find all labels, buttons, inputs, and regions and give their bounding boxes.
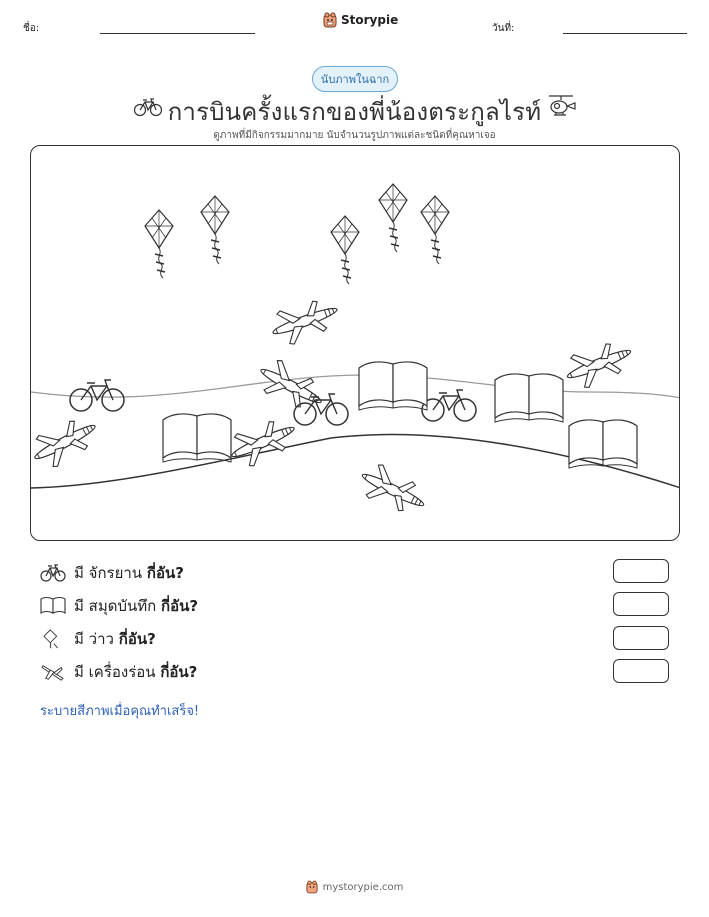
glider[interactable] xyxy=(561,335,638,394)
date-field[interactable] xyxy=(563,33,687,34)
kite[interactable] xyxy=(201,196,229,264)
kite[interactable] xyxy=(379,184,407,252)
color-note: ระบายสีภาพเมื่อคุณทำเสร็จ! xyxy=(40,704,200,719)
brand xyxy=(323,12,398,28)
kite[interactable] xyxy=(331,216,359,284)
kite[interactable] xyxy=(421,196,449,264)
storypie-logo-icon xyxy=(323,12,337,28)
picture-scene xyxy=(30,145,680,541)
footer-url[interactable]: mystorypie.com xyxy=(322,881,404,893)
footer xyxy=(0,880,709,894)
brand-name: Storypie xyxy=(341,13,399,27)
glider[interactable] xyxy=(31,410,103,474)
question-text: มี สมุดบันทึก กี่อัน? xyxy=(74,597,199,615)
airplane-icon xyxy=(40,662,66,682)
question-text: มี ว่าว กี่อัน? xyxy=(74,630,156,648)
notebook[interactable] xyxy=(163,414,231,462)
notebook[interactable] xyxy=(495,374,563,422)
answer-box-bicycles[interactable] xyxy=(613,559,669,583)
page-subtitle: ดูภาพที่มีกิจกรรมมากมาย นับจำนวนรูปภาพแต่ละชนิดที่คุณหาเจอ xyxy=(213,130,496,141)
activity-badge: นับภาพในฉาก xyxy=(312,66,398,92)
bicycle[interactable] xyxy=(294,394,348,425)
kite[interactable] xyxy=(145,210,173,278)
name-field[interactable] xyxy=(100,33,255,34)
glider[interactable] xyxy=(355,459,432,521)
bicycle-icon xyxy=(40,563,66,583)
question-text: มี เครื่องร่อน กี่อัน? xyxy=(74,663,198,681)
glider[interactable] xyxy=(267,292,343,349)
date-label: วันที่: xyxy=(492,23,515,34)
bicycle[interactable] xyxy=(422,390,476,421)
kite-icon xyxy=(40,629,66,649)
storypie-logo-icon xyxy=(306,880,318,894)
notebook[interactable] xyxy=(569,420,637,468)
answer-box-gliders[interactable] xyxy=(613,659,669,683)
helicopter-icon xyxy=(545,91,577,121)
question-notebooks xyxy=(40,595,198,617)
book-icon xyxy=(40,596,66,616)
notebook[interactable] xyxy=(359,362,427,410)
question-kites xyxy=(40,628,156,650)
question-bicycles xyxy=(40,562,184,584)
scene-illustration xyxy=(31,146,680,541)
name-label: ชื่อ: xyxy=(23,23,40,34)
answer-box-kites[interactable] xyxy=(613,626,669,650)
answer-box-notebooks[interactable] xyxy=(613,592,669,616)
page-title: การบินครั้งแรกของพี่น้องตระกูลไรท์ xyxy=(167,98,542,126)
question-text: มี จักรยาน กี่อัน? xyxy=(74,564,184,582)
bicycle[interactable] xyxy=(70,380,124,411)
question-gliders xyxy=(40,661,197,683)
glider[interactable] xyxy=(225,412,302,473)
